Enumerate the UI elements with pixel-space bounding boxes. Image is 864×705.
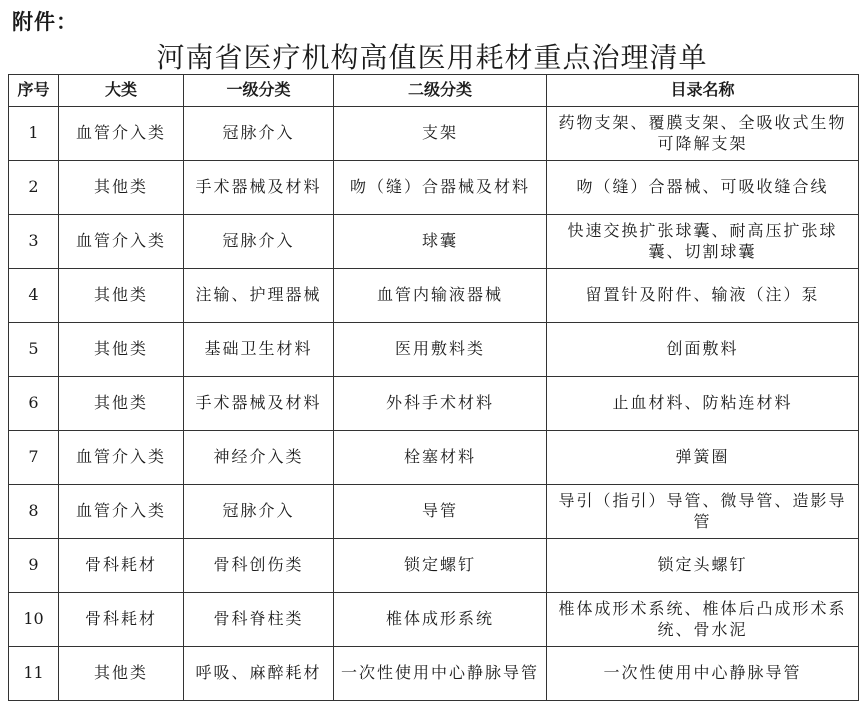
cell-major-category: 血管介入类 [59, 107, 184, 161]
header-level1-category: 一级分类 [184, 75, 334, 107]
cell-level1-category: 呼吸、麻醉耗材 [184, 647, 334, 701]
cell-catalog-name: 吻（缝）合器械、可吸收缝合线 [547, 161, 859, 215]
table-row [9, 431, 859, 485]
cell-no: 1 [9, 107, 59, 161]
cell-level1-category: 冠脉介入 [184, 107, 334, 161]
table-row [9, 485, 859, 539]
table-row [9, 539, 859, 593]
table-row [9, 323, 859, 377]
cell-level1-category: 冠脉介入 [184, 485, 334, 539]
table-header-row [9, 75, 859, 107]
cell-level1-category: 骨科创伤类 [184, 539, 334, 593]
cell-no: 6 [9, 377, 59, 431]
cell-no: 7 [9, 431, 59, 485]
cell-level1-category: 冠脉介入 [184, 215, 334, 269]
cell-major-category: 其他类 [59, 323, 184, 377]
cell-major-category: 其他类 [59, 647, 184, 701]
cell-level2-category: 球囊 [334, 215, 547, 269]
cell-level1-category: 基础卫生材料 [184, 323, 334, 377]
cell-catalog-name: 药物支架、覆膜支架、全吸收式生物可降解支架 [547, 107, 859, 161]
cell-catalog-name: 留置针及附件、输液（注）泵 [547, 269, 859, 323]
cell-level2-category: 血管内输液器械 [334, 269, 547, 323]
cell-no: 10 [9, 593, 59, 647]
cell-level2-category: 椎体成形系统 [334, 593, 547, 647]
table-row [9, 647, 859, 701]
cell-major-category: 其他类 [59, 377, 184, 431]
cell-level1-category: 注输、护理器械 [184, 269, 334, 323]
cell-level1-category: 手术器械及材料 [184, 161, 334, 215]
cell-catalog-name: 一次性使用中心静脉导管 [547, 647, 859, 701]
table-row [9, 215, 859, 269]
cell-catalog-name: 止血材料、防粘连材料 [547, 377, 859, 431]
table-row [9, 269, 859, 323]
cell-no: 5 [9, 323, 59, 377]
cell-no: 2 [9, 161, 59, 215]
cell-major-category: 骨科耗材 [59, 593, 184, 647]
header-no: 序号 [9, 75, 59, 107]
cell-no: 8 [9, 485, 59, 539]
document-title: 河南省医疗机构高值医用耗材重点治理清单 [156, 41, 708, 74]
header-level2-category: 二级分类 [334, 75, 547, 107]
consumables-table [8, 74, 859, 701]
header-major-category: 大类 [59, 75, 184, 107]
cell-major-category: 其他类 [59, 269, 184, 323]
cell-catalog-name: 弹簧圈 [547, 431, 859, 485]
cell-major-category: 血管介入类 [59, 215, 184, 269]
table-row [9, 161, 859, 215]
table-row [9, 107, 859, 161]
cell-level2-category: 医用敷料类 [334, 323, 547, 377]
cell-no: 3 [9, 215, 59, 269]
cell-level1-category: 骨科脊柱类 [184, 593, 334, 647]
cell-level2-category: 外科手术材料 [334, 377, 547, 431]
cell-level2-category: 栓塞材料 [334, 431, 547, 485]
cell-catalog-name: 快速交换扩张球囊、耐高压扩张球囊、切割球囊 [547, 215, 859, 269]
cell-major-category: 骨科耗材 [59, 539, 184, 593]
cell-level2-category: 导管 [334, 485, 547, 539]
cell-level1-category: 神经介入类 [184, 431, 334, 485]
table-row [9, 593, 859, 647]
cell-no: 9 [9, 539, 59, 593]
cell-no: 4 [9, 269, 59, 323]
cell-major-category: 血管介入类 [59, 431, 184, 485]
cell-level2-category: 锁定螺钉 [334, 539, 547, 593]
cell-level2-category: 一次性使用中心静脉导管 [334, 647, 547, 701]
cell-catalog-name: 导引（指引）导管、微导管、造影导管 [547, 485, 859, 539]
header-catalog-name: 目录名称 [547, 75, 859, 107]
cell-level2-category: 吻（缝）合器械及材料 [334, 161, 547, 215]
cell-level1-category: 手术器械及材料 [184, 377, 334, 431]
cell-catalog-name: 锁定头螺钉 [547, 539, 859, 593]
cell-catalog-name: 椎体成形术系统、椎体后凸成形术系统、骨水泥 [547, 593, 859, 647]
table-row [9, 377, 859, 431]
cell-major-category: 其他类 [59, 161, 184, 215]
cell-catalog-name: 创面敷料 [547, 323, 859, 377]
cell-no: 11 [9, 647, 59, 701]
cell-level2-category: 支架 [334, 107, 547, 161]
attachment-label: 附件： [12, 10, 78, 34]
cell-major-category: 血管介入类 [59, 485, 184, 539]
